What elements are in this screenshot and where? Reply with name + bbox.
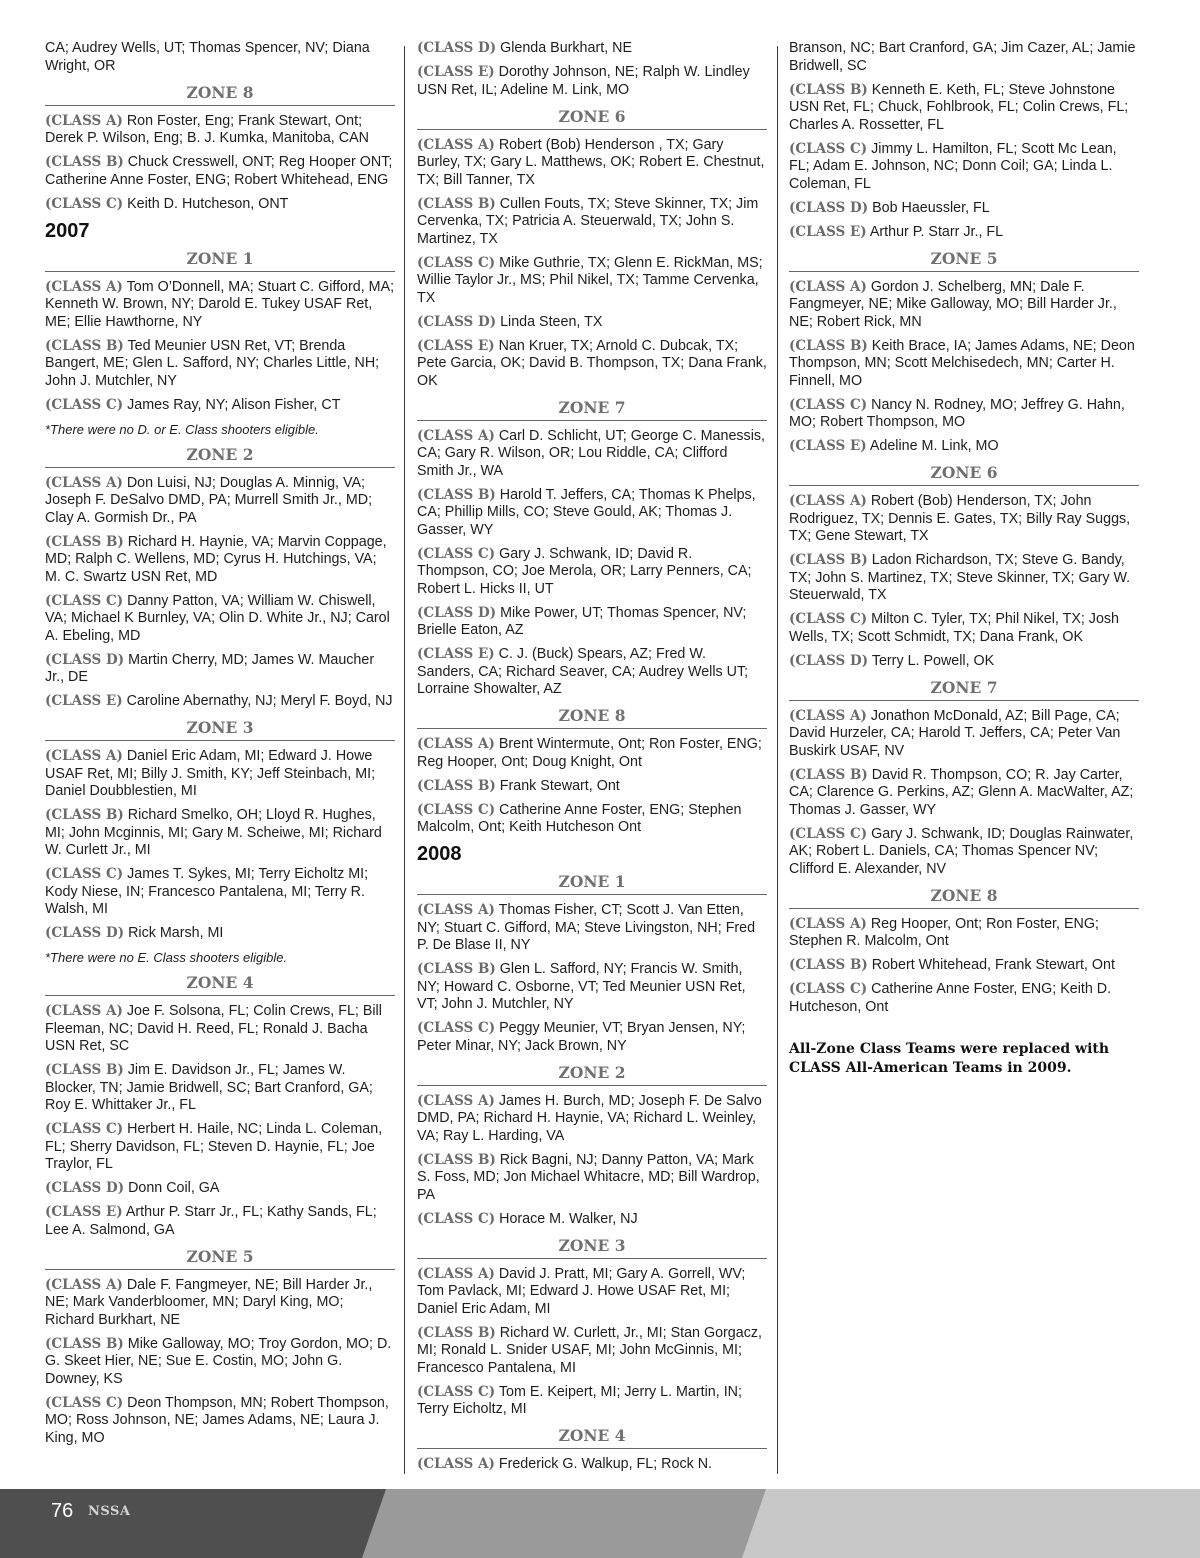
class-entry: [417, 646, 767, 699]
class-label: (CLASS A): [417, 1456, 495, 1472]
shooter-names: Kenneth E. Keth, FL; Steve Johnstone USN Ret, FL; Chuck, Fohlbrook, FL; Colin Crews, FL; Charles A. Rossetter, FL: [789, 81, 1129, 133]
class-entry: [417, 1325, 767, 1378]
class-label: (CLASS B): [789, 957, 868, 973]
zone-heading: ZONE 1: [45, 248, 395, 272]
class-entry: [417, 1266, 767, 1319]
class-entry: [45, 338, 395, 391]
eligibility-note: *There were no E. Class shooters eligible.: [45, 950, 288, 965]
class-entry: [417, 1020, 767, 1055]
zone-heading: ZONE 8: [789, 885, 1139, 909]
shooter-names: Jonathon McDonald, AZ; Bill Page, CA; David Hurzeler, CA; Harold T. Jeffers, CA; Peter Van Buskirk USAF, NV: [789, 707, 1121, 759]
class-label: (CLASS B): [417, 486, 496, 503]
zone-heading: ZONE 8: [45, 82, 395, 106]
shooter-names: Joe F. Solsona, FL; Colin Crews, FL; Bill Fleeman, NC; David H. Reed, FL; Ronald J. Bacha USN Ret, SC: [45, 1003, 382, 1054]
class-entry: [45, 40, 395, 75]
class-entry: [789, 708, 1139, 761]
class-label: (CLASS B): [789, 766, 868, 783]
column-right: [789, 40, 1139, 1078]
class-entry: [789, 338, 1139, 391]
shooter-names: Ladon Richardson, TX; Steve G. Bandy, TX; John S. Martinez, TX; Steve Skinner, TX; Gary W. Steuerwald, TX: [789, 552, 1131, 603]
class-entry: [417, 961, 767, 1014]
class-label: (CLASS B): [417, 777, 496, 794]
class-label: (CLASS E): [417, 337, 495, 354]
shooter-names: Rick Bagni, NJ; Danny Patton, VA; Mark S. Foss, MD; Jon Michael Whitacre, MD; Bill Wardrop, PA: [417, 1151, 760, 1203]
org-name: NSSA: [88, 1504, 131, 1519]
zone-heading: ZONE 2: [417, 1062, 767, 1086]
zone-heading: ZONE 1: [417, 871, 767, 895]
class-label: (CLASS E): [45, 1204, 123, 1220]
class-entry: [417, 605, 767, 640]
zone-heading: ZONE 4: [45, 972, 395, 996]
class-entry: [417, 1384, 767, 1419]
shooter-names: Adeline M. Link, MO: [866, 438, 999, 454]
shooter-names: James H. Burch, MD; Joseph F. De Salvo DMD, PA; Richard H. Haynie, VA; Richard L. Weinley, VA; Ray L. Harding, VA: [417, 1092, 762, 1144]
zone-heading: ZONE 7: [417, 397, 767, 421]
column-divider: [404, 46, 405, 1474]
column-middle: [417, 40, 767, 1480]
shooter-names: Jim E. Davidson Jr., FL; James W. Blocker, TN; Jamie Bridwell, SC; Bart Cranford, GA; Roy E. Whittaker Jr., FL: [45, 1062, 373, 1113]
class-entry: [45, 1180, 395, 1198]
shooter-names: Robert (Bob) Henderson, TX; John Rodriguez, TX; Dennis E. Gates, TX; Billy Ray Suggs, TX; Gene Stewart, TX: [789, 493, 1131, 544]
shooter-names: Arthur P. Starr Jr., FL; Kathy Sands, FL; Lee A. Salmond, GA: [45, 1204, 377, 1238]
class-label: (CLASS C): [45, 1121, 124, 1137]
class-label: (CLASS B): [45, 807, 124, 823]
shooter-names: Frank Stewart, Ont: [495, 777, 620, 794]
class-entry: [789, 957, 1139, 975]
shooter-names: Tom O’Donnell, MA; Stuart C. Gifford, MA; Kenneth W. Brown, NY; Darold E. Tukey USAF Ret, ME; Ellie Hawthorne, NY: [45, 278, 395, 330]
footer-band-mid: [361, 1489, 766, 1558]
class-label: (CLASS B): [45, 337, 124, 354]
class-label: (CLASS A): [417, 736, 495, 752]
shooter-names: Robert (Bob) Henderson , TX; Gary Burley, TX; Gary L. Matthews, OK; Robert E. Chestnut, TX; Bill Tanner, TX: [417, 136, 765, 188]
class-entry: [417, 736, 767, 771]
shooter-names: Glenda Burkhart, NE: [496, 40, 632, 56]
class-entry: [45, 866, 395, 919]
class-label: (CLASS A): [417, 1092, 495, 1109]
zone-heading: ZONE 7: [789, 677, 1139, 701]
class-entry: [45, 925, 395, 943]
shooter-names: Thomas Fisher, CT; Scott J. Van Etten, NY; Stuart C. Gifford, MA; Steve Livingston, NH; Fred P. De Blase II, NY: [417, 902, 756, 953]
class-label: (CLASS C): [417, 801, 496, 818]
shooter-names: Don Luisi, NJ; Douglas A. Minnig, VA; Joseph F. DeSalvo DMD, PA; Murrell Smith Jr., MD; Clay A. Gormish Dr., PA: [45, 474, 373, 526]
class-entry: [45, 1003, 395, 1056]
shooter-names: Gordon J. Schelberg, MN; Dale F. Fangmeyer, NE; Mike Galloway, MO; Bill Harder Jr., NE; Robert Rick, MN: [789, 278, 1117, 330]
class-label: (CLASS C): [417, 1383, 496, 1400]
class-entry: [789, 826, 1139, 879]
zone-heading: ZONE 8: [417, 705, 767, 729]
year-heading: 2007: [45, 219, 90, 242]
shooter-names: Richard H. Haynie, VA; Marvin Coppage, MD; Ralph C. Wellens, MD; Cyrus H. Hutchings, VA; M. C. Swartz USN Ret, MD: [45, 533, 387, 585]
eligibility-note: *There were no D. or E. Class shooters eligible.: [45, 421, 319, 437]
class-entry: [789, 552, 1139, 605]
class-label: (CLASS B): [789, 552, 868, 568]
class-label: (CLASS B): [45, 533, 124, 550]
shooter-names: Brent Wintermute, Ont; Ron Foster, ENG; Reg Hooper, Ont; Doug Knight, Ont: [417, 736, 762, 770]
class-entry: [45, 154, 395, 189]
shooter-names: Deon Thompson, MN; Robert Thompson, MO; Ross Johnson, NE; James Adams, NE; Laura J. King, MO: [45, 1394, 389, 1446]
class-label: (CLASS E): [45, 693, 123, 709]
class-label: (CLASS B): [417, 1151, 496, 1168]
class-label: (CLASS C): [789, 611, 868, 627]
shooter-names: Horace M. Walker, NJ: [495, 1210, 638, 1227]
shooter-names: Keith Brace, IA; James Adams, NE; Deon Thompson, MN; Scott Melchisedech, MN; Carter H. Finnell, MO: [789, 337, 1135, 389]
zone-heading: ZONE 3: [45, 717, 395, 741]
shooter-names: Ron Foster, Eng; Frank Stewart, Ont; Derek P. Wilson, Eng; B. J. Kumka, Manitoba, CAN: [45, 112, 369, 146]
footer-band-graphic: [0, 1489, 1200, 1558]
page-number: 76: [51, 1500, 74, 1522]
class-entry: [45, 113, 395, 148]
class-entry: [417, 1456, 767, 1474]
class-entry: [45, 1204, 395, 1239]
class-label: (CLASS C): [45, 396, 124, 413]
class-label: (CLASS B): [417, 961, 496, 977]
class-entry: [789, 767, 1139, 820]
class-label: (CLASS D): [417, 40, 497, 56]
class-entry: [789, 611, 1139, 646]
shooter-names: Chuck Cresswell, ONT; Reg Hooper ONT; Catherine Anne Foster, ENG; Robert Whitehead, ENG: [45, 154, 393, 188]
class-label: (CLASS A): [417, 1265, 495, 1282]
shooter-names: Glen L. Safford, NY; Francis W. Smith, NY; Howard C. Osborne, VT; Ted Meunier USN Ret, VT; John J. Mutchler, NY: [417, 961, 746, 1012]
shooter-names: Caroline Abernathy, NJ; Meryl F. Boyd, NJ: [122, 693, 393, 709]
class-label: (CLASS A): [45, 112, 123, 129]
closing-note: All-Zone Class Teams were replaced with CLASS All-American Teams in 2009.: [789, 1041, 1110, 1076]
class-entry: [789, 200, 1139, 218]
class-entry: [45, 1395, 395, 1448]
class-label: (CLASS A): [45, 748, 123, 764]
shooter-names: David R. Thompson, CO; R. Jay Carter, CA; Clarence G. Perkins, AZ; Glenn A. MacWalter, AZ; Thomas J. Gasser, WY: [789, 766, 1134, 818]
class-label: (CLASS A): [45, 1276, 123, 1293]
class-label: (CLASS D): [45, 651, 125, 668]
shooter-names: CA; Audrey Wells, UT; Thomas Spencer, NV; Diana Wright, OR: [45, 40, 370, 74]
shooter-names: Nancy N. Rodney, MO; Jeffrey G. Hahn, MO; Robert Thompson, MO: [789, 396, 1125, 430]
class-label: (CLASS C): [45, 1394, 124, 1411]
shooter-names: Reg Hooper, Ont; Ron Foster, ENG; Stephen R. Malcolm, Ont: [789, 915, 1099, 949]
shooter-names: Gary J. Schwank, ID; David R. Thompson, CO; Joe Merola, OR; Larry Penners, CA; Robert L. Hicks II, UT: [417, 545, 752, 597]
class-entry: [417, 1152, 767, 1205]
zone-heading: ZONE 2: [45, 444, 395, 468]
shooter-names: Mike Guthrie, TX; Glenn E. RickMan, MS; Willie Taylor Jr., MS; Phil Nikel, TX; Tamme Cervenka, TX: [417, 254, 763, 306]
class-label: (CLASS C): [45, 195, 124, 212]
zone-heading: ZONE 6: [789, 462, 1139, 486]
zone-heading: ZONE 5: [45, 1246, 395, 1270]
footer-band-light: [728, 1489, 1200, 1558]
class-entry: [45, 593, 395, 646]
class-label: (CLASS A): [417, 136, 495, 153]
shooter-names: Mike Galloway, MO; Troy Gordon, MO; D. G. Skeet Hier, NE; Sue E. Costin, MO; John G. Downey, KS: [45, 1335, 392, 1387]
class-entry: [45, 534, 395, 587]
column-divider: [777, 46, 778, 1474]
class-entry: [45, 652, 395, 687]
zone-heading: ZONE 6: [417, 106, 767, 130]
shooter-names: Catherine Anne Foster, ENG; Stephen Malcolm, Ont; Keith Hutcheson Ont: [417, 801, 742, 835]
class-label: (CLASS D): [417, 604, 497, 621]
class-label: (CLASS D): [45, 925, 125, 941]
class-entry: [45, 279, 395, 332]
shooter-names: Richard W. Curlett, Jr., MI; Stan Gorgacz, MI; Ronald L. Snider USAF, MI; John McGinnis, MI; Francesco Pantalena, MI: [417, 1324, 762, 1376]
class-entry: [789, 397, 1139, 432]
class-entry: [45, 1062, 395, 1115]
shooter-names: Gary J. Schwank, ID; Douglas Rainwater, AK; Robert L. Daniels, CA; Thomas Spencer NV; Clifford E. Alexander, NV: [789, 825, 1134, 877]
class-label: (CLASS A): [45, 1003, 123, 1019]
shooter-names: Harold T. Jeffers, CA; Thomas K Phelps, CA; Phillip Mills, CO; Steve Gould, AK; Thomas J. Gasser, WY: [417, 486, 756, 538]
class-label: (CLASS B): [417, 1324, 496, 1341]
class-entry: [417, 314, 767, 332]
class-entry: [417, 338, 767, 391]
shooter-names: Dale F. Fangmeyer, NE; Bill Harder Jr., NE; Mark Vanderbloomer, MN; Daryl King, MO; Richard Burkhart, NE: [45, 1276, 373, 1328]
shooter-names: Nan Kruer, TX; Arnold C. Dubcak, TX; Pete Garcia, OK; David B. Thompson, TX; Dana Frank, OK: [417, 337, 767, 389]
class-entry: [417, 64, 767, 99]
class-label: (CLASS D): [45, 1180, 125, 1196]
zone-heading: ZONE 4: [417, 1425, 767, 1449]
shooter-names: Danny Patton, VA; William W. Chiswell, VA; Michael K Burnley, VA; Olin D. White Jr., NJ; Carol A. Ebeling, MD: [45, 592, 390, 644]
class-label: (CLASS A): [417, 427, 495, 444]
shooter-names: Carl D. Schlicht, UT; George C. Manessis, CA; Gary R. Wilson, OR; Lou Riddle, CA; Clifford Smith Jr., WA: [417, 427, 766, 479]
shooter-names: Milton C. Tyler, TX; Phil Nikel, TX; Josh Wells, TX; Scott Schmidt, TX; Dana Frank, OK: [789, 611, 1120, 645]
class-label: (CLASS C): [417, 1020, 496, 1036]
class-entry: [417, 802, 767, 837]
shooter-names: Linda Steen, TX: [496, 313, 603, 330]
class-entry: [789, 224, 1139, 242]
shooter-names: Donn Coil, GA: [124, 1180, 220, 1196]
class-entry: [45, 1277, 395, 1330]
class-label: (CLASS A): [45, 278, 123, 295]
class-label: (CLASS C): [789, 140, 868, 157]
class-entry: [45, 748, 395, 801]
class-label: (CLASS D): [789, 652, 869, 669]
class-entry: [45, 196, 395, 214]
class-label: (CLASS A): [789, 707, 867, 724]
shooter-names: Richard Smelko, OH; Lloyd R. Hughes, MI; John Mcginnis, MI; Gary M. Scheiwe, MI; Richard W. Curlett Jr., MI: [45, 807, 382, 858]
shooter-names: Keith D. Hutcheson, ONT: [123, 195, 289, 212]
class-entry: [45, 693, 395, 711]
class-label: (CLASS B): [789, 337, 868, 354]
class-entry: [417, 196, 767, 249]
year-heading: 2008: [417, 843, 462, 865]
class-entry: [789, 141, 1139, 194]
class-label: (CLASS E): [789, 438, 867, 454]
shooter-names: Martin Cherry, MD; James W. Maucher Jr., DE: [45, 651, 375, 685]
class-label: (CLASS A): [417, 902, 495, 918]
shooter-names: C. J. (Buck) Spears, AZ; Fred W. Sanders, CA; Richard Seaver, CA; Audrey Wells UT; Lorraine Showalter, AZ: [417, 646, 749, 697]
class-entry: [417, 428, 767, 481]
class-entry: [789, 279, 1139, 332]
class-entry: [45, 1121, 395, 1174]
class-label: (CLASS E): [789, 223, 867, 240]
class-label: (CLASS C): [417, 545, 496, 562]
shooter-names: Tom E. Keipert, MI; Jerry L. Martin, IN; Terry Eicholtz, MI: [417, 1383, 742, 1417]
class-entry: [417, 1093, 767, 1146]
shooter-names: Robert Whitehead, Frank Stewart, Ont: [867, 957, 1115, 973]
shooter-names: Mike Power, UT; Thomas Spencer, NV; Brielle Eaton, AZ: [417, 604, 747, 638]
class-label: (CLASS A): [789, 278, 867, 295]
shooter-names: Branson, NC; Bart Cranford, GA; Jim Cazer, AL; Jamie Bridwell, SC: [789, 40, 1136, 74]
class-label: (CLASS B): [789, 81, 868, 98]
class-label: (CLASS C): [789, 981, 868, 997]
class-label: (CLASS D): [789, 199, 869, 216]
class-entry: [45, 1336, 395, 1389]
footer-bar: [0, 1489, 1200, 1558]
class-label: (CLASS E): [417, 646, 495, 662]
class-label: (CLASS C): [45, 866, 124, 882]
shooter-names: Frederick G. Walkup, FL; Rock N.: [494, 1456, 713, 1472]
class-entry: [417, 40, 767, 58]
class-entry: [789, 82, 1139, 135]
class-label: (CLASS A): [789, 915, 867, 932]
class-label: (CLASS A): [789, 493, 867, 509]
class-entry: [789, 40, 1139, 75]
class-entry: [417, 546, 767, 599]
class-entry: [789, 981, 1139, 1016]
zone-heading: ZONE 3: [417, 1235, 767, 1259]
class-entry: [417, 1211, 767, 1229]
class-entry: [789, 493, 1139, 546]
class-entry: [417, 902, 767, 955]
class-label: (CLASS C): [45, 592, 124, 609]
class-label: (CLASS B): [417, 195, 496, 212]
shooter-names: David J. Pratt, MI; Gary A. Gorrell, WV; Tom Pavlack, MI; Edward J. Howe USAF Ret, MI; Daniel Eric Adam, MI: [417, 1265, 746, 1317]
class-label: (CLASS C): [417, 254, 496, 271]
class-entry: [789, 916, 1139, 951]
class-entry: [45, 475, 395, 528]
class-label: (CLASS D): [417, 313, 497, 330]
shooter-names: Ted Meunier USN Ret, VT; Brenda Bangert, ME; Glen L. Safford, NY; Charles Little, NH; John J. Mutchler, NY: [45, 337, 380, 389]
shooter-names: Herbert H. Haile, NC; Linda L. Coleman, FL; Sherry Davidson, FL; Steven D. Haynie, FL; Joe Traylor, FL: [45, 1121, 383, 1172]
shooter-names: Rick Marsh, MI: [124, 925, 224, 941]
class-label: (CLASS B): [45, 1062, 124, 1078]
shooter-names: Dorothy Johnson, NE; Ralph W. Lindley USN Ret, IL; Adeline M. Link, MO: [417, 64, 750, 98]
class-entry: [417, 137, 767, 190]
shooter-names: Catherine Anne Foster, ENG; Keith D. Hutcheson, Ont: [789, 981, 1112, 1015]
shooter-names: Daniel Eric Adam, MI; Edward J. Howe USAF Ret, MI; Billy J. Smith, KY; Jeff Steinbach, MI; Daniel Doubblestien, MI: [45, 748, 376, 799]
class-entry: [45, 807, 395, 860]
shooter-names: James T. Sykes, MI; Terry Eicholtz MI; Kody Niese, IN; Francesco Pantalena, MI; Terry R. Walsh, MI: [45, 866, 369, 917]
shooter-names: Cullen Fouts, TX; Steve Skinner, TX; Jim Cervenka, TX; Patricia A. Steuerwald, TX; John S. Martinez, TX: [417, 195, 759, 247]
class-entry: [417, 778, 767, 796]
shooter-names: Arthur P. Starr Jr., FL: [866, 223, 1004, 240]
class-entry: [417, 255, 767, 308]
class-label: (CLASS B): [45, 154, 124, 170]
class-label: (CLASS C): [789, 825, 868, 842]
shooter-names: Bob Haeussler, FL: [868, 199, 990, 216]
class-label: (CLASS C): [789, 396, 868, 413]
class-label: (CLASS A): [45, 474, 123, 491]
class-entry: [45, 397, 395, 415]
shooter-names: Jimmy L. Hamilton, FL; Scott Mc Lean, FL; Adam E. Johnson, NC; Donn Coil; GA; Linda L. Coleman, FL: [789, 140, 1117, 192]
zone-heading: ZONE 5: [789, 248, 1139, 272]
shooter-names: Terry L. Powell, OK: [868, 652, 995, 669]
class-entry: [789, 653, 1139, 671]
class-label: (CLASS E): [417, 64, 495, 80]
class-entry: [789, 438, 1139, 456]
class-entry: [417, 487, 767, 540]
class-label: (CLASS C): [417, 1210, 496, 1227]
class-label: (CLASS B): [45, 1335, 124, 1352]
shooter-names: James Ray, NY; Alison Fisher, CT: [123, 396, 341, 413]
shooter-names: Peggy Meunier, VT; Bryan Jensen, NY; Peter Minar, NY; Jack Brown, NY: [417, 1020, 746, 1054]
column-left: [45, 40, 395, 1454]
